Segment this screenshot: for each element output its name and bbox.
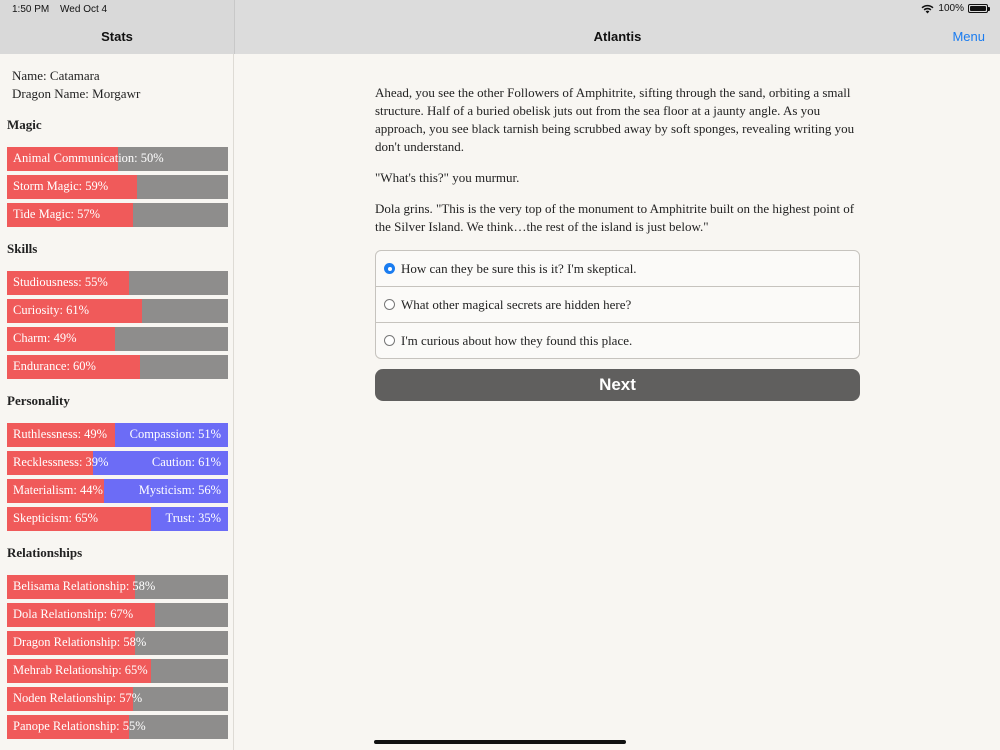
stat-bar-label-right: Compassion: 51% — [129, 427, 221, 441]
stat-bar-label: Belisama Relationship: 58% — [13, 579, 156, 593]
battery-percent: 100% — [938, 3, 964, 14]
personality-section-title: Personality — [7, 393, 70, 408]
stat-bar — [7, 203, 228, 227]
choice-label: How can they be sure this is it? I'm skeptical. — [401, 260, 637, 276]
stat-bar-label: Curiosity: 61% — [13, 303, 90, 317]
stat-bar — [7, 687, 228, 711]
stat-bar — [7, 631, 228, 655]
stat-bar-label: Mehrab Relationship: 65% — [13, 663, 148, 677]
stat-bar — [7, 175, 228, 199]
skills-section-title: Skills — [7, 241, 38, 256]
stat-bar-label-left: Recklessness: 39% — [13, 455, 109, 469]
stat-bar-label-right: Mysticism: 56% — [138, 483, 221, 497]
stat-bar-label-left: Skepticism: 65% — [13, 511, 99, 525]
stat-bar — [7, 451, 228, 475]
stat-bar-label-left: Ruthlessness: 49% — [13, 427, 108, 441]
next-button[interactable]: Next — [375, 369, 860, 401]
stat-bar — [7, 575, 228, 599]
stat-bar — [7, 147, 228, 171]
stat-bar-label-right: Caution: 61% — [151, 455, 221, 469]
stats-sidebar — [0, 54, 234, 750]
stat-bar — [7, 603, 228, 627]
radio-button-icon[interactable] — [384, 299, 395, 310]
radio-button-icon[interactable] — [384, 263, 395, 274]
stat-bar — [7, 659, 228, 683]
story-text — [375, 84, 860, 249]
status-date: Wed Oct 4 — [60, 4, 108, 15]
stat-bar-label: Studiousness: 55% — [13, 275, 108, 289]
stat-bar-label: Animal Communication: 50% — [13, 151, 164, 165]
stat-bar-label-left: Materialism: 44% — [13, 483, 103, 497]
stat-bar — [7, 507, 228, 531]
wifi-icon — [921, 4, 934, 14]
dragon-name: Dragon Name: Morgawr — [12, 86, 141, 101]
relationships-section-title: Relationships — [7, 545, 83, 560]
choice-label: What other magical secrets are hidden here? — [401, 296, 632, 312]
stat-bar — [7, 355, 228, 379]
choice-label: I'm curious about how they found this place. — [401, 332, 633, 348]
page-title: Atlantis — [593, 29, 642, 44]
stat-bar — [7, 479, 228, 503]
status-bar — [0, 0, 1000, 18]
status-time: 1:50 PM — [12, 4, 50, 15]
home-indicator[interactable] — [374, 740, 626, 744]
stat-bar-label: Noden Relationship: 57% — [13, 691, 143, 705]
choice-option[interactable] — [376, 286, 859, 322]
choice-list — [375, 250, 860, 359]
stat-bar-label: Storm Magic: 59% — [13, 179, 109, 193]
story-paragraph: Ahead, you see the other Followers of Amphitrite, sifting through the sand, orbiting a small structure. Half of a buried obelisk juts out from the sea floor at a jaunty angle. As you approach, you see black tarnish being scrubbed away by soft sponges, revealing writing you don't understand. — [375, 85, 855, 154]
stat-bar-label: Tide Magic: 57% — [13, 207, 101, 221]
stat-bar-label: Charm: 49% — [13, 331, 77, 345]
radio-button-icon[interactable] — [384, 335, 395, 346]
menu-button[interactable]: Menu — [952, 29, 985, 44]
character-name: Name: Catamara — [12, 68, 100, 83]
choice-option[interactable] — [376, 251, 859, 286]
stat-bar — [7, 715, 228, 739]
stat-bar — [7, 271, 228, 295]
stat-bar — [7, 299, 228, 323]
stat-bar — [7, 423, 228, 447]
battery-fill — [970, 6, 986, 11]
stat-bar-label: Panope Relationship: 55% — [13, 719, 146, 733]
stat-bar-label: Endurance: 60% — [13, 359, 96, 373]
stat-bar — [7, 327, 228, 351]
story-paragraph: "What's this?" you murmur. — [375, 170, 520, 185]
stat-bar-label: Dragon Relationship: 58% — [13, 635, 147, 649]
stat-bar-label-right: Trust: 35% — [165, 511, 221, 525]
story-paragraph: Dola grins. "This is the very top of the monument to Amphitrite built on the highest point of the Silver Island. We think…the rest of the island is just below." — [375, 201, 855, 234]
choice-option[interactable] — [376, 322, 859, 358]
battery-icon — [968, 4, 988, 13]
sidebar-title: Stats — [101, 29, 133, 44]
stat-bar-label: Dola Relationship: 67% — [13, 607, 134, 621]
magic-section-title: Magic — [7, 117, 42, 132]
